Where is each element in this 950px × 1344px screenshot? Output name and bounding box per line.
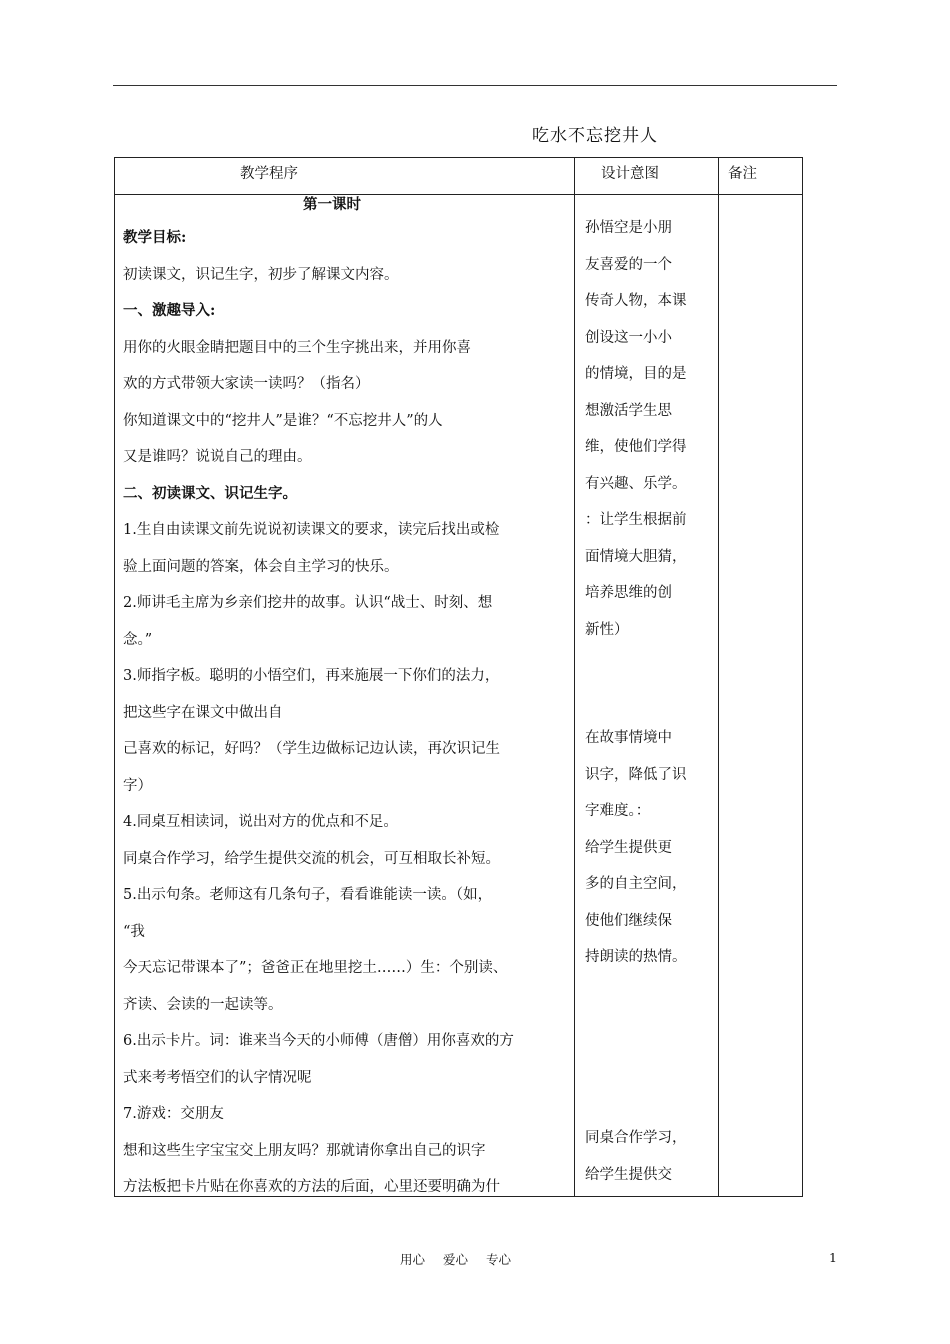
procedure-line: 念。” xyxy=(123,631,153,648)
procedure-line: 4.同桌互相读词，说出对方的优点和不足。 xyxy=(123,814,398,830)
intent-line: 有兴趣、乐学。 xyxy=(585,475,687,492)
procedure-line: 把这些字在课文中做出自 xyxy=(123,704,283,721)
procedure-line: 二、初读课文、识记生字。 xyxy=(123,484,297,502)
intent-line: ：让学生根据前 xyxy=(585,512,687,528)
procedure-line: 5.出示句条。老师这有几条句子，看看谁能读一读。（如， xyxy=(123,887,493,903)
column-divider-procedure xyxy=(574,158,575,1196)
header-intent: 设计意图 xyxy=(601,166,659,182)
intent-block-cooperation xyxy=(585,1120,707,1193)
header-row-divider xyxy=(115,194,802,195)
intent-line: 维，使他们学得 xyxy=(585,439,687,455)
intent-line: 面情境大胆猜， xyxy=(585,548,687,565)
intent-line: 培养思维的创 xyxy=(585,585,672,601)
intent-line: 识字，降低了识 xyxy=(585,766,687,783)
procedure-line: 你知道课文中的“挖井人”是谁？“不忘挖井人”的人 xyxy=(123,412,443,429)
intent-line: 创设这一小小 xyxy=(585,329,672,346)
intent-line: 同桌合作学习， xyxy=(585,1130,687,1146)
header-rule xyxy=(113,85,837,86)
footer-motto: 用心 爱心 专心 xyxy=(400,1252,511,1267)
procedure-line: 齐读、会读的一起读等。 xyxy=(123,996,283,1013)
procedure-content xyxy=(123,220,568,1206)
procedure-line: 字） xyxy=(123,777,152,794)
procedure-line: 式来考考悟空们的认字情况呢 xyxy=(123,1069,312,1086)
procedure-line: 方法板把卡片贴在你喜欢的方法的后面，心里还要明确为什 xyxy=(123,1179,500,1195)
procedure-line: 初读课文，识记生字，初步了解课文内容。 xyxy=(123,266,399,283)
procedure-line: 一、激趣导入: xyxy=(123,302,216,319)
page-number: 1 xyxy=(829,1250,837,1265)
intent-line: 给学生提供更 xyxy=(585,839,672,856)
intent-line: 持朗读的热情。 xyxy=(585,949,687,965)
procedure-line: 己喜欢的标记，好吗？（学生边做标记边认读，再次识记生 xyxy=(123,741,500,757)
procedure-line: “我 xyxy=(123,923,145,940)
header-procedure: 教学程序 xyxy=(240,166,298,182)
procedure-line: 6.出示卡片。词：谁来当今天的小师傅（唐僧）用你喜欢的方 xyxy=(123,1033,514,1049)
document-title: 吃水不忘挖井人 xyxy=(532,126,658,146)
procedure-line: 又是谁吗？说说自己的理由。 xyxy=(123,449,312,465)
procedure-line: 1.生自由读课文前先说说初读课文的要求，读完后找出或检 xyxy=(123,522,500,538)
intent-line: 传奇人物，本课 xyxy=(585,293,687,309)
intent-block-story xyxy=(585,720,707,976)
column-divider-intent xyxy=(718,158,719,1196)
intent-line: 字难度。： xyxy=(585,803,651,819)
intent-line: 友喜爱的一个 xyxy=(585,256,672,273)
procedure-line: 想和这些生字宝宝交上朋友吗？那就请你拿出自己的识字 xyxy=(123,1142,486,1159)
procedure-line: 今天忘记带课本了”；爸爸正在地里挖土……）生：个别读、 xyxy=(123,960,508,976)
intent-line: 孙悟空是小朋 xyxy=(585,220,672,236)
intent-line: 想激活学生思 xyxy=(585,402,672,419)
intent-block-intro xyxy=(585,210,707,648)
procedure-line: 2.师讲毛主席为乡亲们挖井的故事。认识“战士、时刻、想 xyxy=(123,595,493,611)
intent-line: 给学生提供交 xyxy=(585,1166,672,1183)
intent-line: 多的自主空间， xyxy=(585,876,687,892)
procedure-line: 欢的方式带领大家读一读吗？（指名） xyxy=(123,376,370,392)
procedure-line: 教学目标: xyxy=(123,229,187,246)
procedure-line: 7.游戏：交朋友 xyxy=(123,1106,224,1122)
lesson-plan-table xyxy=(114,157,803,1197)
procedure-line: 用你的火眼金睛把题目中的三个生字挑出来，并用你喜 xyxy=(123,339,471,356)
procedure-line: 3.师指字板。聪明的小悟空们，再来施展一下你们的法力， xyxy=(123,668,500,684)
session-title: 第一课时 xyxy=(303,196,361,213)
procedure-line: 验上面问题的答案，体会自主学习的快乐。 xyxy=(123,558,399,575)
procedure-line: 同桌合作学习，给学生提供交流的机会，可互相取长补短。 xyxy=(123,850,500,867)
header-notes: 备注 xyxy=(728,166,757,182)
intent-line: 的情境，目的是 xyxy=(585,366,687,382)
intent-line: 在故事情境中 xyxy=(585,730,672,746)
intent-line: 新性） xyxy=(585,621,629,638)
intent-line: 使他们继续保 xyxy=(585,912,672,929)
